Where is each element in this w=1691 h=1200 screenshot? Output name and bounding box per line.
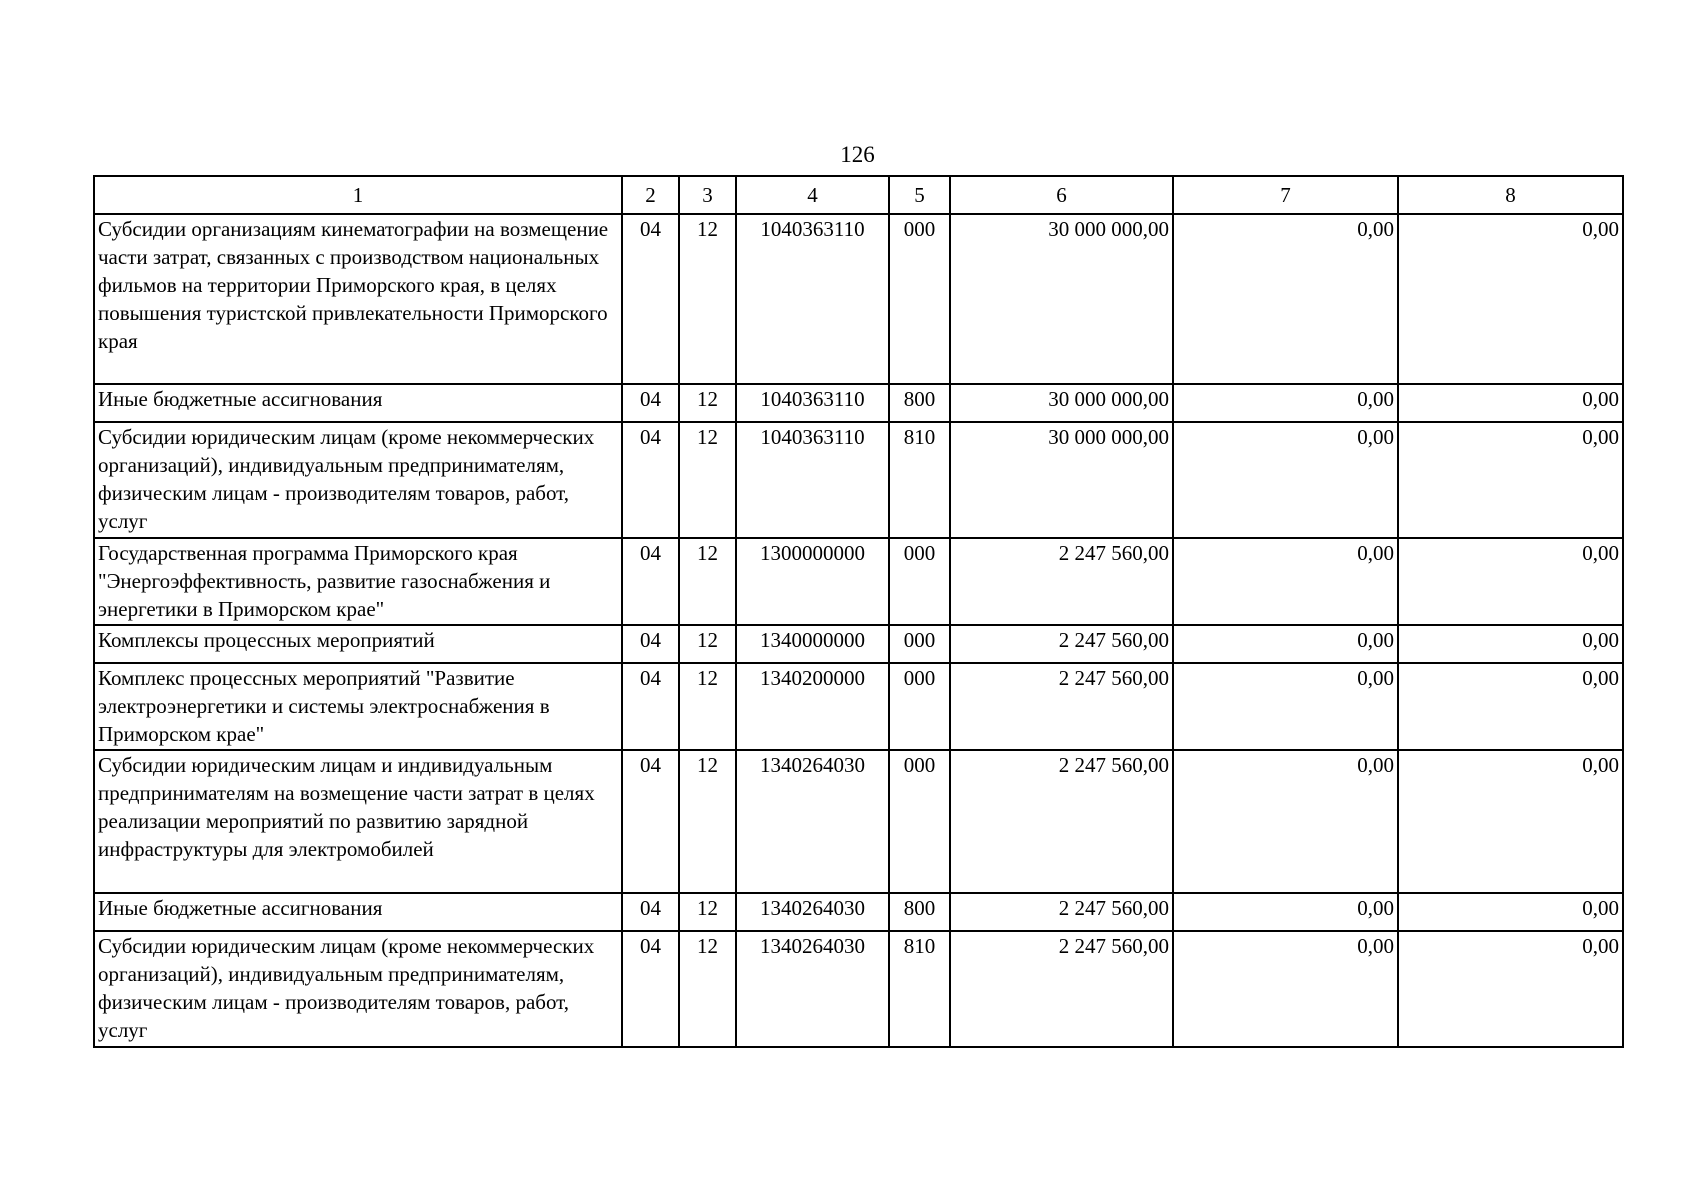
amount-col-8: 0,00 [1398,538,1623,625]
amount-col-8: 0,00 [1398,663,1623,750]
amount-col-8: 0,00 [1398,384,1623,422]
subsection-code: 12 [679,931,736,1047]
table-row [94,384,1623,422]
target-article-code: 1300000000 [736,538,889,625]
amount-col-8: 0,00 [1398,931,1623,1047]
subsection-code: 12 [679,750,736,893]
column-header: 5 [889,176,950,214]
amount-col-6: 30 000 000,00 [950,384,1173,422]
expense-type-code: 810 [889,931,950,1047]
target-article-code: 1040363110 [736,422,889,538]
table-row [94,750,1623,893]
header-row [94,176,1623,214]
budget-table [93,175,1624,1048]
table-row [94,214,1623,384]
target-article-code: 1340264030 [736,931,889,1047]
amount-col-6: 2 247 560,00 [950,625,1173,663]
amount-col-7: 0,00 [1173,214,1398,384]
expense-type-code: 000 [889,750,950,893]
section-code: 04 [622,625,679,663]
column-header: 8 [1398,176,1623,214]
amount-col-8: 0,00 [1398,625,1623,663]
column-header: 3 [679,176,736,214]
amount-col-6: 2 247 560,00 [950,663,1173,750]
subsection-code: 12 [679,663,736,750]
item-name: Комплексы процессных мероприятий [94,625,622,663]
section-code: 04 [622,384,679,422]
expense-type-code: 000 [889,663,950,750]
table-row [94,663,1623,750]
amount-col-8: 0,00 [1398,214,1623,384]
section-code: 04 [622,931,679,1047]
item-name: Субсидии юридическим лицам (кроме некоммерческих организаций), индивидуальным предпринимателям, физическим лицам - производителям товаров, работ, услуг [94,931,622,1047]
subsection-code: 12 [679,422,736,538]
expense-type-code: 800 [889,384,950,422]
subsection-code: 12 [679,625,736,663]
subsection-code: 12 [679,384,736,422]
item-name: Комплекс процессных мероприятий "Развитие электроэнергетики и системы электроснабжения в Приморском крае" [94,663,622,750]
item-name: Субсидии юридическим лицам (кроме некоммерческих организаций), индивидуальным предпринимателям, физическим лицам - производителям товаров, работ, услуг [94,422,622,538]
section-code: 04 [622,422,679,538]
amount-col-7: 0,00 [1173,384,1398,422]
amount-col-7: 0,00 [1173,931,1398,1047]
table-row [94,893,1623,931]
section-code: 04 [622,750,679,893]
column-header: 2 [622,176,679,214]
page-number: 126 [840,142,875,167]
item-name: Иные бюджетные ассигнования [94,384,622,422]
section-code: 04 [622,663,679,750]
subsection-code: 12 [679,214,736,384]
table-row [94,422,1623,538]
section-code: 04 [622,214,679,384]
column-header: 1 [94,176,622,214]
amount-col-6: 30 000 000,00 [950,422,1173,538]
amount-col-7: 0,00 [1173,538,1398,625]
target-article-code: 1340264030 [736,750,889,893]
column-header: 7 [1173,176,1398,214]
expense-type-code: 000 [889,214,950,384]
target-article-code: 1340264030 [736,893,889,931]
amount-col-7: 0,00 [1173,625,1398,663]
target-article-code: 1340200000 [736,663,889,750]
amount-col-7: 0,00 [1173,422,1398,538]
table-row [94,625,1623,663]
table-row [94,538,1623,625]
amount-col-6: 2 247 560,00 [950,750,1173,893]
amount-col-8: 0,00 [1398,750,1623,893]
amount-col-8: 0,00 [1398,422,1623,538]
section-code: 04 [622,893,679,931]
amount-col-6: 2 247 560,00 [950,893,1173,931]
amount-col-6: 30 000 000,00 [950,214,1173,384]
subsection-code: 12 [679,538,736,625]
item-name: Субсидии организациям кинематографии на возмещение части затрат, связанных с производством национальных фильмов на территории Приморского края, в целях повышения туристской привлекательности Приморского края [94,214,622,384]
expense-type-code: 000 [889,625,950,663]
amount-col-8: 0,00 [1398,893,1623,931]
amount-col-7: 0,00 [1173,663,1398,750]
amount-col-7: 0,00 [1173,750,1398,893]
target-article-code: 1340000000 [736,625,889,663]
item-name: Государственная программа Приморского края "Энергоэффективность, развитие газоснабжения и энергетики в Приморском крае" [94,538,622,625]
amount-col-6: 2 247 560,00 [950,538,1173,625]
target-article-code: 1040363110 [736,384,889,422]
expense-type-code: 810 [889,422,950,538]
section-code: 04 [622,538,679,625]
amount-col-7: 0,00 [1173,893,1398,931]
table-row [94,931,1623,1047]
column-header: 6 [950,176,1173,214]
expense-type-code: 000 [889,538,950,625]
item-name: Иные бюджетные ассигнования [94,893,622,931]
column-header: 4 [736,176,889,214]
target-article-code: 1040363110 [736,214,889,384]
item-name: Субсидии юридическим лицам и индивидуальным предпринимателям на возмещение части затрат в целях реализации мероприятий по развитию зарядной инфраструктуры для электромобилей [94,750,622,893]
expense-type-code: 800 [889,893,950,931]
subsection-code: 12 [679,893,736,931]
amount-col-6: 2 247 560,00 [950,931,1173,1047]
